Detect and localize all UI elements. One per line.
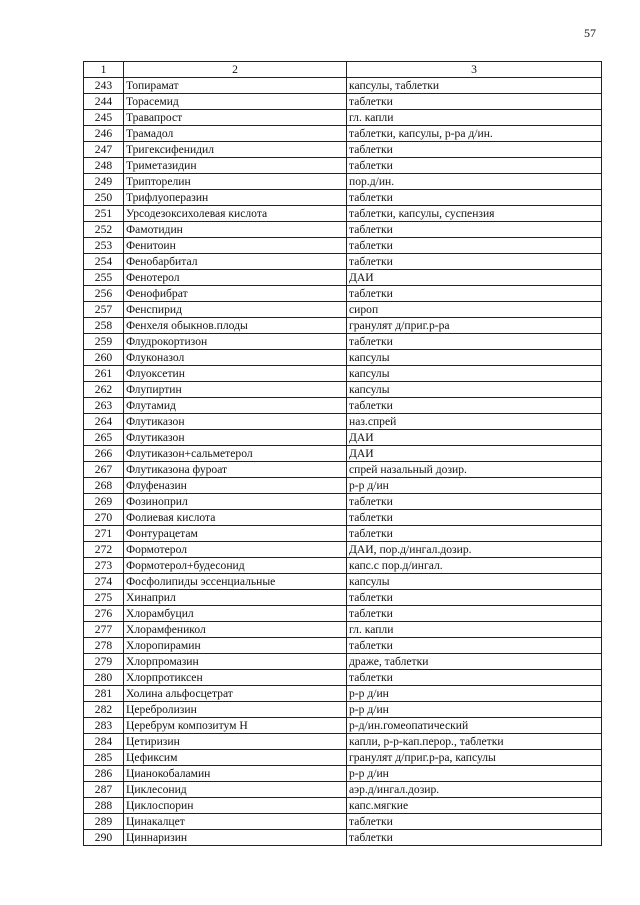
row-number: 281 (84, 686, 124, 702)
table-row (84, 78, 602, 94)
dosage-form: гранулят д/приг.р-ра (347, 318, 602, 334)
table-row (84, 622, 602, 638)
drug-name: Фенспирид (124, 302, 347, 318)
dosage-form: таблетки (347, 238, 602, 254)
row-number: 257 (84, 302, 124, 318)
row-number: 284 (84, 734, 124, 750)
drug-name: Флутамид (124, 398, 347, 414)
table-row (84, 654, 602, 670)
drug-name: Фосфолипиды эссенциальные (124, 574, 347, 590)
table-row (84, 750, 602, 766)
row-number: 273 (84, 558, 124, 574)
row-number: 245 (84, 110, 124, 126)
row-number: 249 (84, 174, 124, 190)
table-row (84, 782, 602, 798)
column-header-name: 2 (124, 62, 347, 78)
row-number: 262 (84, 382, 124, 398)
table-row (84, 350, 602, 366)
drug-name: Фенитоин (124, 238, 347, 254)
drug-name: Фенхеля обыкнов.плоды (124, 318, 347, 334)
row-number: 272 (84, 542, 124, 558)
dosage-form: р-р д/ин (347, 686, 602, 702)
drug-name: Фолиевая кислота (124, 510, 347, 526)
drug-name: Формотерол+будесонид (124, 558, 347, 574)
dosage-form: таблетки (347, 254, 602, 270)
dosage-form: аэр.д/ингал.дозир. (347, 782, 602, 798)
dosage-form: гл. капли (347, 622, 602, 638)
row-number: 267 (84, 462, 124, 478)
table-row (84, 206, 602, 222)
column-header-form: 3 (347, 62, 602, 78)
drug-name: Флутиказон+сальметерол (124, 446, 347, 462)
dosage-form: гранулят д/приг.р-ра, капсулы (347, 750, 602, 766)
row-number: 246 (84, 126, 124, 142)
dosage-form: капсулы, таблетки (347, 78, 602, 94)
dosage-form: капс.с пор.д/ингал. (347, 558, 602, 574)
drug-name: Топирамат (124, 78, 347, 94)
table-row (84, 238, 602, 254)
table-row (84, 494, 602, 510)
table-row (84, 542, 602, 558)
table-row (84, 318, 602, 334)
dosage-form: таблетки (347, 638, 602, 654)
table-row (84, 574, 602, 590)
dosage-form: таблетки (347, 494, 602, 510)
table-row (84, 302, 602, 318)
drug-name: Урсодезоксихолевая кислота (124, 206, 347, 222)
row-number: 282 (84, 702, 124, 718)
dosage-form: таблетки (347, 286, 602, 302)
dosage-form: капс.мягкие (347, 798, 602, 814)
dosage-form: наз.спрей (347, 414, 602, 430)
drug-name: Цинакалцет (124, 814, 347, 830)
drug-name: Трифлуоперазин (124, 190, 347, 206)
dosage-form: таблетки (347, 590, 602, 606)
table-row (84, 718, 602, 734)
drug-table (83, 61, 602, 846)
row-number: 278 (84, 638, 124, 654)
drug-name: Флуконазол (124, 350, 347, 366)
row-number: 288 (84, 798, 124, 814)
dosage-form: таблетки (347, 222, 602, 238)
dosage-form: ДАИ (347, 270, 602, 286)
drug-name: Формотерол (124, 542, 347, 558)
table-row (84, 158, 602, 174)
drug-name: Тригексифенидил (124, 142, 347, 158)
row-number: 252 (84, 222, 124, 238)
row-number: 285 (84, 750, 124, 766)
dosage-form: капсулы (347, 382, 602, 398)
row-number: 290 (84, 830, 124, 846)
dosage-form: таблетки (347, 190, 602, 206)
drug-name: Фенобарбитал (124, 254, 347, 270)
table-header-row (84, 62, 602, 78)
table-row (84, 222, 602, 238)
dosage-form: р-р д/ин (347, 766, 602, 782)
row-number: 254 (84, 254, 124, 270)
page-number: 57 (584, 26, 596, 40)
table-row (84, 110, 602, 126)
dosage-form: таблетки (347, 398, 602, 414)
table-row (84, 414, 602, 430)
row-number: 279 (84, 654, 124, 670)
drug-name: Флутиказона фуроат (124, 462, 347, 478)
table-row (84, 798, 602, 814)
table-row (84, 558, 602, 574)
drug-name: Фамотидин (124, 222, 347, 238)
drug-name: Фенофибрат (124, 286, 347, 302)
drug-name: Цетиризин (124, 734, 347, 750)
table-row (84, 478, 602, 494)
table-row (84, 334, 602, 350)
dosage-form: сироп (347, 302, 602, 318)
row-number: 280 (84, 670, 124, 686)
row-number: 258 (84, 318, 124, 334)
row-number: 270 (84, 510, 124, 526)
row-number: 276 (84, 606, 124, 622)
row-number: 250 (84, 190, 124, 206)
dosage-form: таблетки (347, 94, 602, 110)
drug-name: Хлоропирамин (124, 638, 347, 654)
row-number: 263 (84, 398, 124, 414)
row-number: 287 (84, 782, 124, 798)
dosage-form: таблетки (347, 142, 602, 158)
drug-name: Хлорамбуцил (124, 606, 347, 622)
table-row (84, 286, 602, 302)
row-number: 277 (84, 622, 124, 638)
row-number: 286 (84, 766, 124, 782)
drug-name: Циннаризин (124, 830, 347, 846)
drug-name: Торасемид (124, 94, 347, 110)
row-number: 283 (84, 718, 124, 734)
drug-name: Флупиртин (124, 382, 347, 398)
dosage-form: таблетки, капсулы, суспензия (347, 206, 602, 222)
dosage-form: таблетки (347, 334, 602, 350)
table-row (84, 430, 602, 446)
table-row (84, 190, 602, 206)
column-header-number: 1 (84, 62, 124, 78)
table-row (84, 510, 602, 526)
dosage-form: ДАИ (347, 430, 602, 446)
dosage-form: спрей назальный дозир. (347, 462, 602, 478)
drug-name: Трипторелин (124, 174, 347, 190)
drug-name: Циклесонид (124, 782, 347, 798)
row-number: 269 (84, 494, 124, 510)
dosage-form: таблетки (347, 606, 602, 622)
dosage-form: капли, р-р-кап.перор., таблетки (347, 734, 602, 750)
dosage-form: драже, таблетки (347, 654, 602, 670)
row-number: 256 (84, 286, 124, 302)
row-number: 247 (84, 142, 124, 158)
dosage-form: р-р д/ин (347, 478, 602, 494)
dosage-form: р-р д/ин (347, 702, 602, 718)
dosage-form: таблетки (347, 830, 602, 846)
row-number: 259 (84, 334, 124, 350)
drug-name: Флутиказон (124, 414, 347, 430)
dosage-form: капсулы (347, 574, 602, 590)
drug-name: Хлорпромазин (124, 654, 347, 670)
table-row (84, 94, 602, 110)
drug-name: Церебрум композитум Н (124, 718, 347, 734)
dosage-form: таблетки (347, 158, 602, 174)
dosage-form: ДАИ (347, 446, 602, 462)
row-number: 243 (84, 78, 124, 94)
row-number: 274 (84, 574, 124, 590)
row-number: 255 (84, 270, 124, 286)
row-number: 253 (84, 238, 124, 254)
drug-name: Церебролизин (124, 702, 347, 718)
drug-name: Трамадол (124, 126, 347, 142)
dosage-form: таблетки, капсулы, р-ра д/ин. (347, 126, 602, 142)
row-number: 271 (84, 526, 124, 542)
row-number: 266 (84, 446, 124, 462)
table-row (84, 446, 602, 462)
drug-name: Хлорпротиксен (124, 670, 347, 686)
dosage-form: р-д/ин.гомеопатический (347, 718, 602, 734)
drug-name: Флуоксетин (124, 366, 347, 382)
dosage-form: гл. капли (347, 110, 602, 126)
table-row (84, 526, 602, 542)
table-row (84, 590, 602, 606)
drug-name: Флутиказон (124, 430, 347, 446)
drug-name: Цефиксим (124, 750, 347, 766)
table-row (84, 606, 602, 622)
table-row (84, 830, 602, 846)
drug-name: Фенотерол (124, 270, 347, 286)
drug-name: Травапрост (124, 110, 347, 126)
table-row (84, 366, 602, 382)
table-row (84, 462, 602, 478)
row-number: 261 (84, 366, 124, 382)
row-number: 244 (84, 94, 124, 110)
dosage-form: таблетки (347, 526, 602, 542)
row-number: 268 (84, 478, 124, 494)
drug-name: Холина альфосцетрат (124, 686, 347, 702)
table-row (84, 734, 602, 750)
table-row (84, 398, 602, 414)
table-row (84, 638, 602, 654)
row-number: 260 (84, 350, 124, 366)
drug-name: Хлорамфеникол (124, 622, 347, 638)
table-row (84, 766, 602, 782)
table-row (84, 142, 602, 158)
row-number: 289 (84, 814, 124, 830)
row-number: 264 (84, 414, 124, 430)
drug-name: Циклоспорин (124, 798, 347, 814)
dosage-form: таблетки (347, 510, 602, 526)
dosage-form: капсулы (347, 366, 602, 382)
drug-name: Хинаприл (124, 590, 347, 606)
row-number: 248 (84, 158, 124, 174)
table-row (84, 686, 602, 702)
dosage-form: ДАИ, пор.д/ингал.дозир. (347, 542, 602, 558)
row-number: 265 (84, 430, 124, 446)
row-number: 251 (84, 206, 124, 222)
drug-name: Фонтурацетам (124, 526, 347, 542)
drug-name: Цианокобаламин (124, 766, 347, 782)
table-row (84, 174, 602, 190)
dosage-form: пор.д/ин. (347, 174, 602, 190)
drug-name: Триметазидин (124, 158, 347, 174)
dosage-form: капсулы (347, 350, 602, 366)
table-row (84, 254, 602, 270)
table-row (84, 126, 602, 142)
table-row (84, 382, 602, 398)
dosage-form: таблетки (347, 670, 602, 686)
row-number: 275 (84, 590, 124, 606)
table-row (84, 670, 602, 686)
drug-name: Фозиноприл (124, 494, 347, 510)
table-row (84, 702, 602, 718)
drug-name: Флуфеназин (124, 478, 347, 494)
table-row (84, 814, 602, 830)
dosage-form: таблетки (347, 814, 602, 830)
drug-name: Флудрокортизон (124, 334, 347, 350)
table-row (84, 270, 602, 286)
